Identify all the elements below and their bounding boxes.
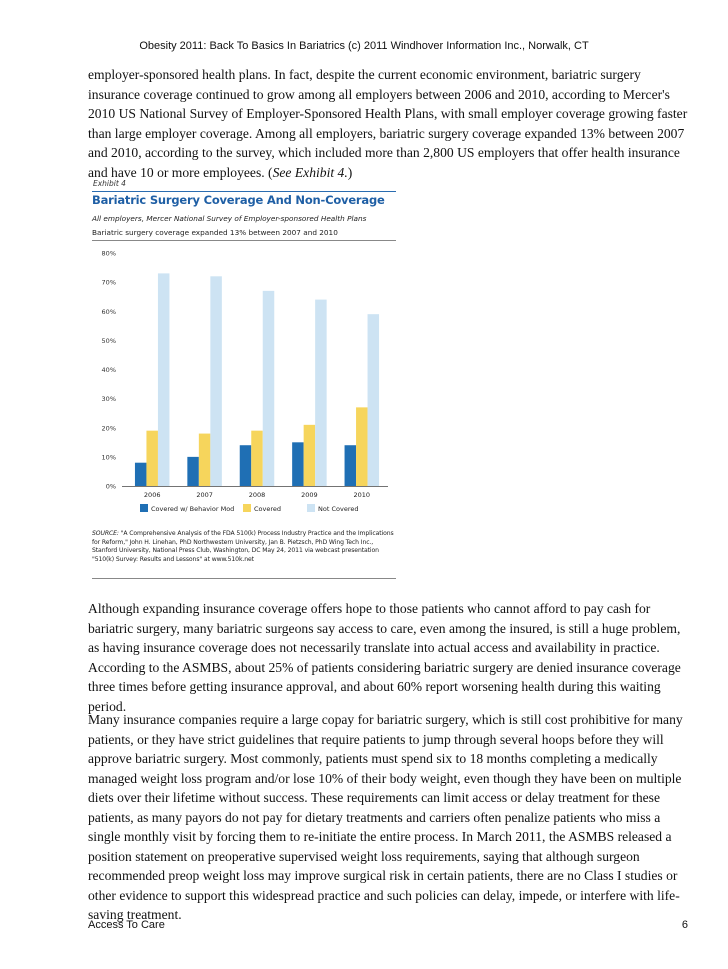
legend-swatch [243, 504, 251, 512]
bar-covered-2006 [146, 431, 158, 486]
exhibit-top-rule [92, 191, 396, 192]
exhibit-bottom-rule [92, 578, 396, 579]
legend-label: Not Covered [318, 505, 359, 513]
x-tick-label: 2009 [301, 491, 318, 499]
y-tick-label: 40% [101, 366, 116, 374]
y-tick-label: 70% [101, 278, 116, 287]
x-tick-label: 2006 [143, 491, 161, 499]
page-number: 6 [681, 919, 688, 931]
y-tick-label: 50% [101, 336, 116, 345]
paragraph-access-problem: Although expanding insurance coverage offers hope to those patients who cannot afford to pay cash for bariatric surgery, many bariatric surgeons say access to care, even among the insured, is still a huge problem, as having insurance coverage does not necessarily translate into actual access and availability in practice. According to the ASMBS, about 25% of patients considering bariatric surgery are denied insurance coverage three times before getting insurance approval, and about 60% report worsening health during this waiting period. [88, 601, 681, 714]
legend-swatch [140, 504, 148, 512]
chart-subtitle-survey: All employers, Mercer National Survey of Employer-sponsored Health Plans [92, 214, 367, 223]
exhibit-label: Exhibit 4 [93, 179, 126, 188]
exhibit-figure [88, 172, 398, 582]
bar-covered-2007 [199, 434, 211, 486]
legend-swatch [307, 504, 315, 512]
bar-not-covered-2010 [368, 314, 380, 486]
exhibit-reference: See Exhibit 4. [272, 164, 348, 180]
bar-not-covered-2007 [210, 276, 222, 486]
bar-covered-2010 [356, 407, 368, 486]
bar-chart [88, 242, 398, 527]
bar-covered-w-behavior-mod-2010 [345, 445, 357, 486]
bar-not-covered-2008 [263, 291, 275, 486]
bar-covered-2009 [304, 425, 316, 486]
bar-not-covered-2006 [158, 273, 170, 486]
x-tick-label: 2007 [196, 491, 213, 499]
source-text: "A Comprehensive Analysis of the FDA 510(k) Process Industry Practice and the Implications for Reform," John H. Linehan, PhD Northwestern University, Jan B. Pietzsch, PhD Wing Tech Inc., Stanford University, National Press Club, Washington, DC May 24, 2011 via webcast presentation "510(k) Survey: Results and Lessons" at www.510k.net [92, 530, 394, 563]
legend-label: Covered [254, 505, 282, 513]
chart-subtitle-growth: Bariatric surgery coverage expanded 13% between 2007 and 2010 [92, 228, 338, 237]
bar-not-covered-2009 [315, 300, 327, 486]
y-tick-label: 10% [101, 453, 116, 462]
paragraph-close: ) [347, 164, 353, 180]
legend-label: Covered w/ Behavior Mod [151, 505, 235, 513]
bar-covered-2008 [251, 431, 263, 486]
paragraph-copay-requirements: Many insurance companies require a large copay for bariatric surgery, which is still cost prohibitive for many patients, or they have strict guidelines that require patients to jump through several hoops before they will approve bariatric surgery. Most commonly, patients must spend six to 18 months completing a medically managed weight loss program and/or lose 10% of their body weight, even though they have been on multiple diets over their lifetime without success. These requirements can limit access or delay treatment for these patients, as many payors do not pay for dietary treatments and carriers often penalize patients who miss a single monthly visit by forcing them to re-initiate the entire process. In March 2011, the ASMBS released a position statement on preoperative supervised weight loss requirements, saying that although surgeon recommended preop weight loss may improve surgical risk in certain patients, there are no Class I studies or other evidence to support this widespread practice and such policies can delay, impede, or interfere with life-saving treatment. [88, 712, 683, 922]
bar-covered-w-behavior-mod-2008 [240, 445, 252, 486]
bar-covered-w-behavior-mod-2006 [135, 463, 147, 486]
y-tick-label: 60% [101, 307, 116, 316]
y-tick-label: 20% [101, 424, 116, 433]
exhibit-title-rule [92, 240, 396, 241]
bar-covered-w-behavior-mod-2009 [292, 442, 304, 486]
chart-source-note [92, 530, 396, 564]
paragraph-text: employer-sponsored health plans. In fact, despite the current economic environment, bariatric surgery insurance coverage continued to grow among all employers between 2006 and 2010, according to Mercer's 2010 US National Survey of Employer-Sponsored Health Plans, with small employer coverage growing faster than large employer coverage. Among all employers, bariatric surgery coverage expanded 13% between 2007 and 2010, according to the survey, which included more than 2,800 US employers that offer health insurance and have 10 or more employees. ( [88, 67, 688, 180]
bar-covered-w-behavior-mod-2007 [187, 457, 199, 486]
x-tick-label: 2010 [353, 491, 371, 499]
x-tick-label: 2008 [248, 491, 266, 499]
y-tick-label: 30% [101, 395, 116, 404]
y-tick-label: 0% [105, 482, 116, 491]
running-header: Obesity 2011: Back To Basics In Bariatrics (c) 2011 Windhover Information Inc., Norwalk, CT [139, 40, 589, 52]
footer-section-title: Access To Care [88, 919, 165, 931]
y-tick-label: 80% [101, 249, 116, 258]
paragraph-coverage-growth [88, 65, 688, 182]
chart-title: Bariatric Surgery Coverage And Non-Coverage [92, 193, 385, 207]
source-label: SOURCE: [92, 530, 119, 537]
